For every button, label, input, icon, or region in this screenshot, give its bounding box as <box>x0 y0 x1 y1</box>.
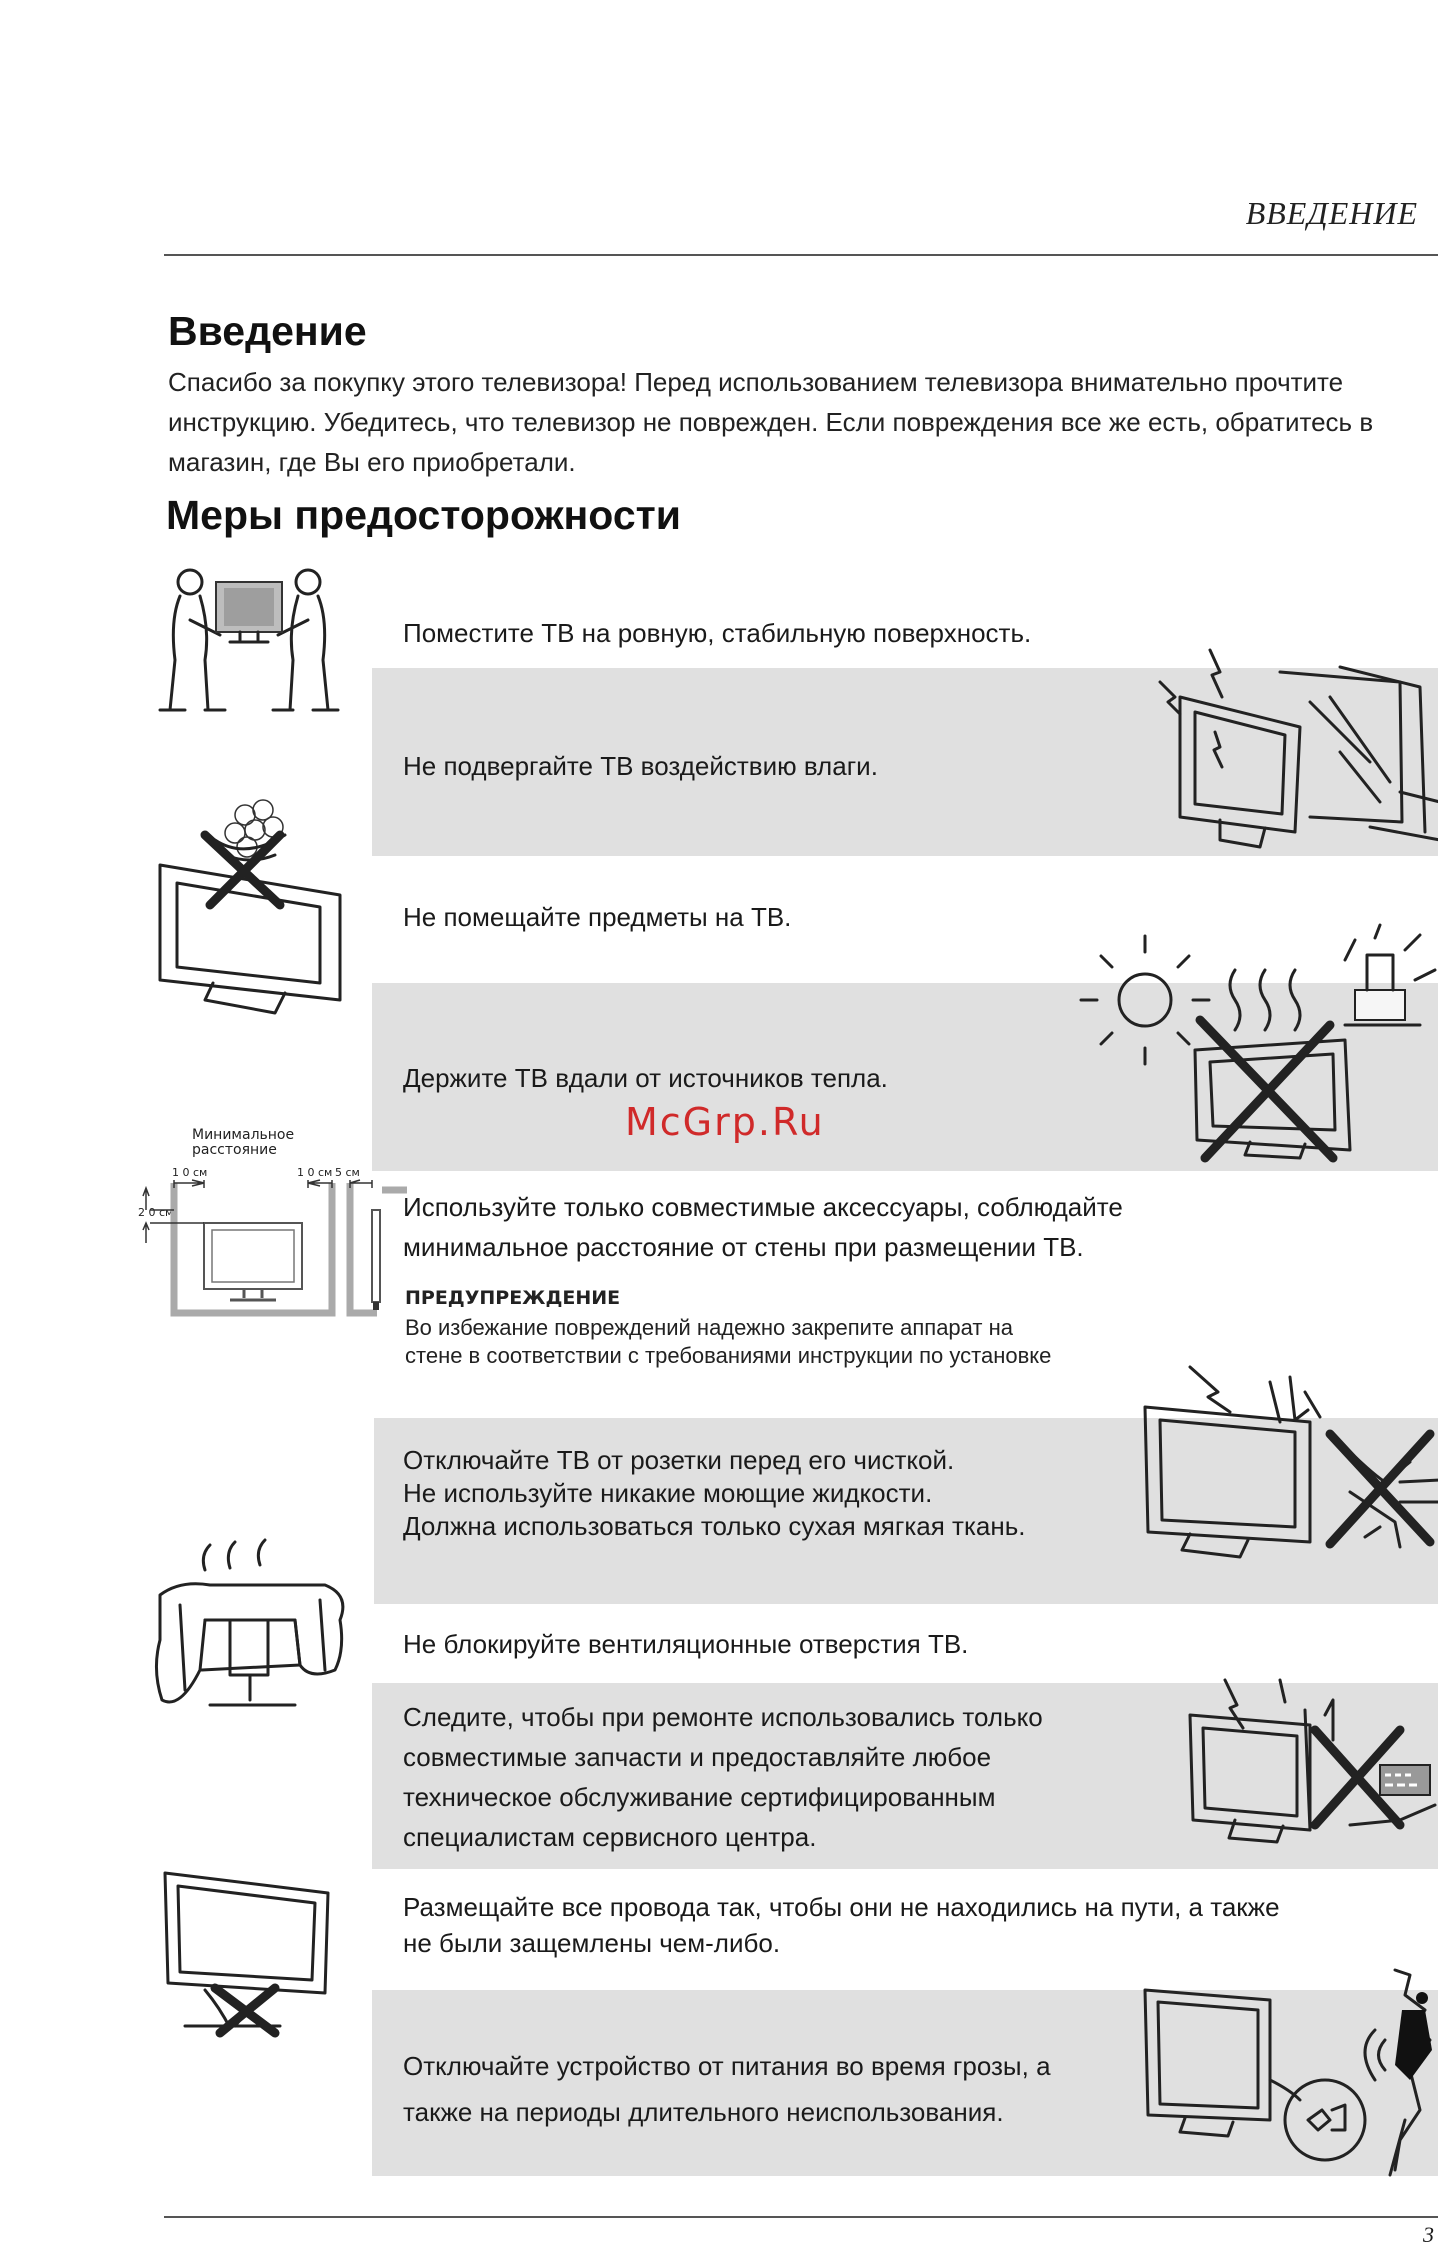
header-rule <box>164 254 1438 256</box>
precaution-text-3: Не помещайте предметы на ТВ. <box>403 902 792 932</box>
precaution-text-9-line-1: Размещайте все провода так, чтобы они не находились на пути, а также <box>403 1892 1280 1922</box>
diagram-caption-2: расстояние <box>192 1142 277 1158</box>
precaution-text-9 <box>403 1889 1280 1961</box>
precaution-text-9-line-2: не были защемлены чем-либо. <box>403 1928 781 1958</box>
precaution-text-6-line-2: Не используйте никакие моющие жидкости. <box>403 1478 933 1508</box>
precaution-text-5-line-2: минимальное расстояние от стены при размещении ТВ. <box>403 1232 1084 1262</box>
running-header: ВВЕДЕНИЕ <box>1245 195 1418 231</box>
warning-body <box>405 1314 1051 1370</box>
object-on-tv-icon <box>155 785 355 1020</box>
precaution-text-1: Поместите ТВ на ровную, стабильную поверхность. <box>403 618 1032 648</box>
wet-tv-icon <box>1140 642 1438 862</box>
diagram-caption-1: Минимальное <box>192 1127 295 1143</box>
precaution-text-2: Не подвергайте ТВ воздействию влаги. <box>403 751 878 781</box>
diagram-dim-left: 2 0 см <box>138 1206 174 1219</box>
precaution-text-8 <box>403 1697 1043 1857</box>
blocked-vents-icon <box>150 1540 350 1715</box>
precaution-text-6-line-1: Отключайте ТВ от розетки перед его чисткой. <box>403 1445 955 1475</box>
intro-paragraph: Спасибо за покупку этого телевизора! Перед использованием телевизора внимательно прочтите инструкцию. Убедитесь, что телевизор не поврежден. Если повреждения все же есть, обратитесь в магазин, где Вы его приобретали. <box>168 367 1374 477</box>
cable-placement-icon <box>160 1868 340 2038</box>
precaution-text-7: Не блокируйте вентиляционные отверстия ТВ. <box>403 1629 969 1659</box>
precaution-text-8-line-1: Следите, чтобы при ремонте использовались только <box>403 1702 1043 1732</box>
page-number: 3 <box>1423 2222 1434 2247</box>
precaution-text-10-line-2: также на периоды длительного неиспользования. <box>403 2097 1004 2127</box>
warning-line-1: Во избежание повреждений надежно закрепите аппарат на <box>405 1315 1013 1340</box>
footer-rule <box>164 2216 1438 2218</box>
precaution-text-4: Держите ТВ вдали от источников тепла. <box>403 1063 888 1093</box>
precaution-text-10 <box>403 2043 1051 2135</box>
precaution-text-8-line-2: совместимые запчасти и предоставляйте любое <box>403 1742 992 1772</box>
precaution-text-8-line-3: техническое обслуживание сертифицированным <box>403 1782 996 1812</box>
repair-parts-icon <box>1185 1680 1438 1855</box>
thunderstorm-unplug-icon <box>1140 1970 1438 2180</box>
precaution-text-6-line-3: Должна использоваться только сухая мягкая ткань. <box>403 1511 1026 1541</box>
diagram-dim-top-right: 1 0 см <box>297 1166 333 1179</box>
watermark: McGrp.Ru <box>625 1100 825 1144</box>
precaution-text-8-line-4: специалистам сервисного центра. <box>403 1822 817 1852</box>
warning-line-2: стене в соответствии с требованиями инструкции по установке <box>405 1343 1052 1368</box>
precaution-text-6 <box>403 1444 1026 1543</box>
precaution-text-10-line-1: Отключайте устройство от питания во время грозы, а <box>403 2051 1051 2081</box>
minimum-distance-diagram <box>132 1128 407 1318</box>
people-carrying-tv-icon <box>150 560 350 720</box>
precaution-text-5-line-1: Используйте только совместимые аксессуары, соблюдайте <box>403 1192 1123 1222</box>
intro-heading: Введение <box>168 308 367 354</box>
precautions-heading: Меры предосторожности <box>166 492 681 538</box>
diagram-dim-top-left: 1 0 см <box>172 1166 208 1179</box>
heat-source-icon <box>1075 930 1435 1170</box>
precaution-text-5 <box>403 1187 1123 1267</box>
warning-title: ПРЕДУПРЕЖДЕНИЕ <box>405 1287 621 1309</box>
diagram-dim-side: 5 см <box>335 1166 360 1179</box>
cleaning-tv-icon <box>1140 1362 1438 1577</box>
